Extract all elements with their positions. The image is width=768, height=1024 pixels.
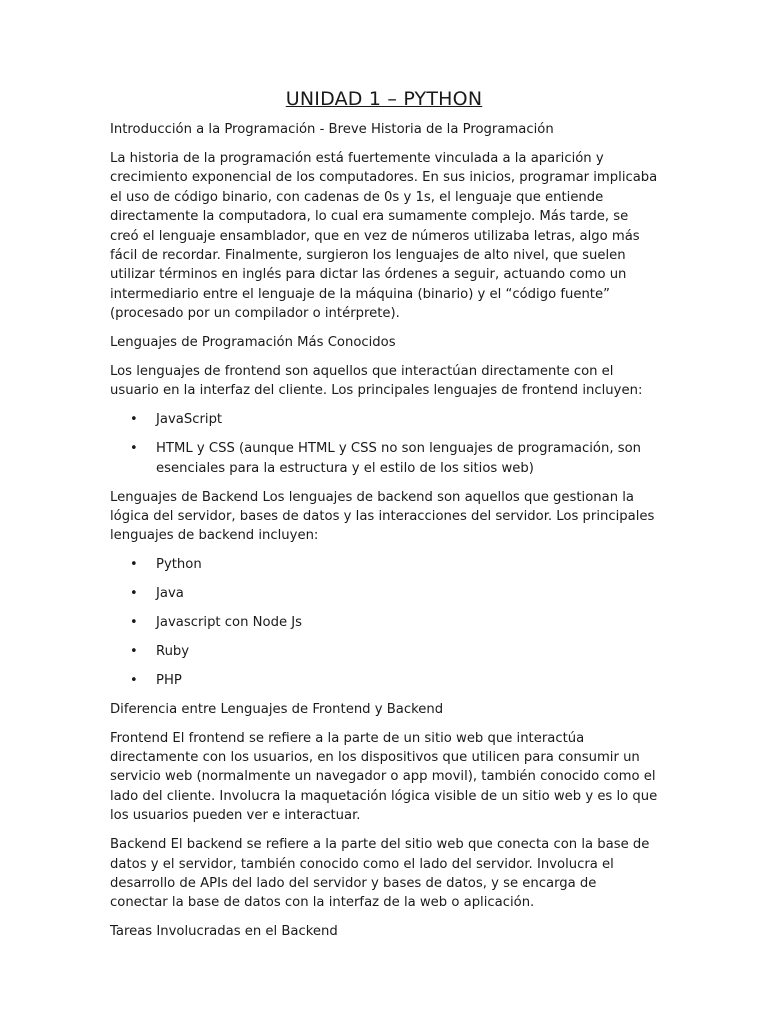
list-item [110, 439, 658, 478]
list-item [110, 555, 658, 574]
backend-tasks-heading: Tareas Involucradas en el Backend [110, 924, 338, 940]
backend-paragraph: Lenguajes de Backend Los lenguajes de backend son aquellos que gestionan la lógica del servidor, bases de datos y las interacciones del servidor. Los principales lenguajes de backend incluyen: [110, 489, 655, 544]
bullet-icon: • [130, 615, 138, 631]
bullet-icon: • [130, 557, 138, 573]
backend-definition-paragraph: Backend El backend se refiere a la parte del sitio web que conecta con la base de datos y el servidor, también conocido como el lado del servidor. Involucra el desarrollo de APIs del lado del servidor y bases de datos, y se encarga de conectar la base de datos con la interfaz de la web o aplicación. [110, 837, 650, 911]
list-item [110, 410, 658, 429]
document-page [110, 88, 658, 951]
list-item-text: PHP [156, 672, 182, 688]
list-item-text: JavaScript [156, 412, 223, 428]
document-title: UNIDAD 1 – PYTHON [285, 88, 483, 110]
history-paragraph: La historia de la programación está fuertemente vinculada a la aparición y crecimiento exponencial de los computadores. En sus inicios, programar implicaba el uso de código binario, con cadenas de 0s y 1s, el lenguaje que entiende directamente la computadora, lo cual era sumamente complejo. Más tarde, se creó el lenguaje ensamblador, que en vez de números utilizaba letras, algo más fácil de recordar. Finalmente, surgieron los lenguajes de alto nivel, que suelen utilizar términos en inglés para dictar las órdenes a seguir, actuando como un intermediario entre el lenguaje de la máquina (binario) y el “código fuente” (procesado por un compilador o intérprete). [110, 150, 658, 322]
list-item [110, 671, 658, 690]
list-item-text: Javascript con Node Js [156, 615, 303, 631]
list-item [110, 613, 658, 632]
intro-heading: Introducción a la Programación - Breve Historia de la Programación [110, 122, 554, 137]
backend-list [110, 555, 658, 690]
list-item [110, 642, 658, 661]
bullet-icon: • [130, 441, 138, 457]
bullet-icon: • [130, 412, 138, 428]
bullet-icon: • [130, 586, 138, 602]
bullet-icon: • [130, 672, 138, 688]
list-item-text: HTML y CSS (aunque HTML y CSS no son lenguajes de programación, son esenciales para la estructura y el estilo de los sitios web) [156, 441, 641, 476]
frontend-list [110, 410, 658, 478]
difference-heading: Diferencia entre Lenguajes de Frontend y Backend [110, 701, 444, 717]
frontend-definition-paragraph: Frontend El frontend se refiere a la parte de un sitio web que interactúa directamente con los usuarios, en los dispositivos que utilicen para consumir un servicio web (normalmente un navegador o app movil), también conocido como el lado del cliente. Involucra la maquetación lógica visible de un sitio web y es lo que los usuarios pueden ver e interactuar. [110, 730, 658, 824]
list-item-text: Ruby [156, 643, 190, 659]
known-languages-heading: Lenguajes de Programación Más Conocidos [110, 335, 396, 351]
frontend-paragraph: Los lenguajes de frontend son aquellos que interactúan directamente con el usuario en la interfaz del cliente. Los principales lenguajes de frontend incluyen: [110, 363, 643, 399]
list-item-text: Python [156, 557, 202, 573]
bullet-icon: • [130, 643, 138, 659]
list-item [110, 584, 658, 603]
list-item-text: Java [156, 586, 184, 602]
